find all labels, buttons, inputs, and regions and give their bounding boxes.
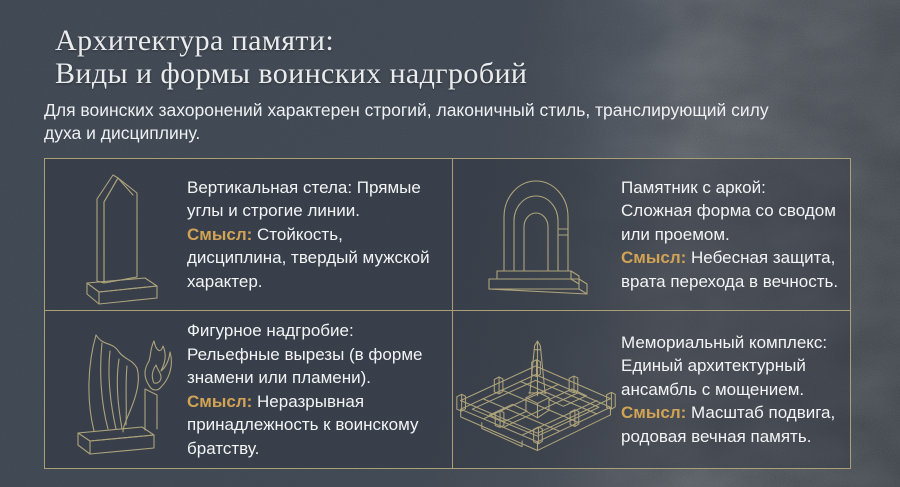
meaning-label: Смысл: — [621, 248, 687, 268]
card-description: Мемориальный комплекс: Единый архитектурный ансамбль с мощением. — [621, 332, 828, 399]
card-arch-monument — [453, 159, 850, 311]
meaning-label: Смысл: — [621, 403, 687, 423]
page-subtitle: Для воинских захоронений характерен строгий, лаконичный стиль, транслирующий силу духа и дисциплину. — [44, 100, 769, 143]
card-meaning — [187, 223, 442, 294]
card-description: Фигурное надгробие: Рельефные вырезы (в форме знамени или пламени). — [187, 321, 423, 387]
card-vertical-stela — [45, 159, 453, 311]
card-text — [187, 319, 452, 460]
card-figured-gravestone — [45, 311, 453, 468]
header — [0, 0, 900, 145]
memorial-complex-icon — [453, 322, 621, 457]
meaning-label: Смысл: — [187, 391, 253, 411]
card-meaning — [187, 390, 442, 461]
stela-icon — [45, 165, 187, 305]
meaning-text: Стойкость, дисциплина, твердый мужской характер. — [187, 224, 430, 291]
card-text — [187, 176, 452, 294]
cards-grid — [44, 158, 851, 469]
meaning-text: Масштаб подвига, родовая вечная память. — [621, 403, 836, 446]
meaning-label: Смысл: — [187, 224, 253, 244]
card-meaning — [621, 246, 840, 293]
meaning-text: Неразрывная принадлежность к воинскому братству. — [187, 391, 419, 458]
page-title — [55, 24, 900, 90]
card-meaning — [621, 401, 840, 448]
card-description: Памятник с аркой: Сложная форма со сводом или проемом. — [621, 177, 836, 244]
card-text — [621, 331, 850, 449]
meaning-text: Небесная защита, врата перехода в вечность. — [621, 248, 839, 291]
arch-monument-icon — [453, 165, 621, 305]
page-title-line1: Архитектура памяти: — [55, 24, 335, 57]
card-text — [621, 176, 850, 294]
flag-flame-icon — [45, 319, 187, 461]
card-description: Вертикальная стела: Прямые углы и строгие линии. — [187, 177, 421, 221]
card-memorial-complex — [453, 311, 850, 468]
page-title-line2: Виды и формы воинских надгробий — [55, 57, 528, 90]
